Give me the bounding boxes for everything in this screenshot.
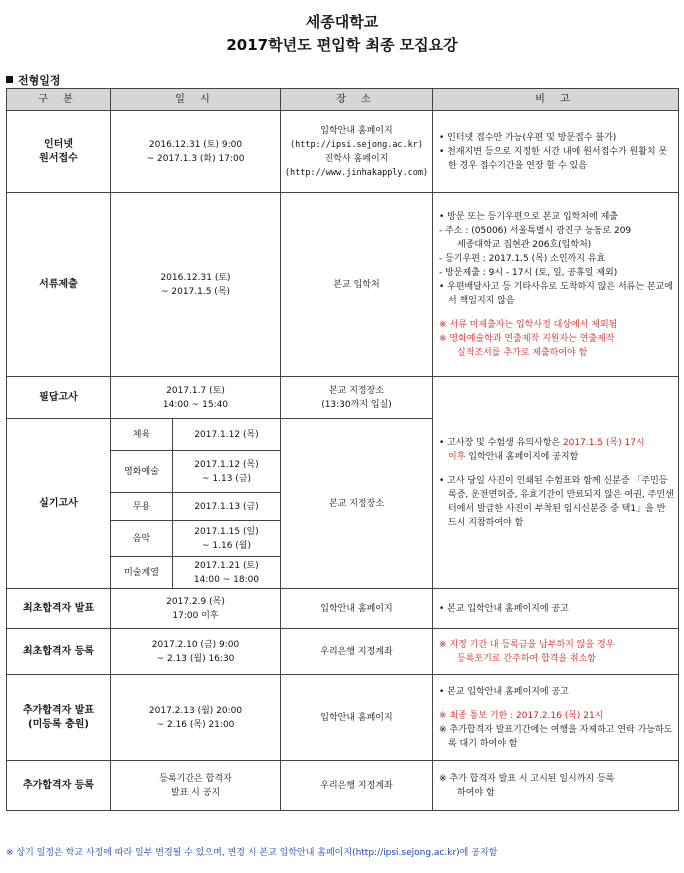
extra-announce-note: • 본교 입학안내 홈페이지에 공고 ※ 최종 통보 기한 : 2017.2.16 (목) 21시 ※ 추가합격자 발표기간에는 여행을 자제하고 연락 가능하도록 대기 하여야 함 — [433, 675, 679, 761]
row-label-extra-register: 추가합격자 등록 — [7, 761, 111, 811]
first-register-note: ※ 지정 기간 내 등록금을 납부하지 않을 경우 등록포기로 간주하여 합격을 취소함 — [433, 629, 679, 675]
practical-sub-date: 2017.1.12 (목) ~ 1.13 (금) — [173, 451, 281, 493]
schedule-table — [6, 88, 679, 811]
table-row — [7, 193, 679, 377]
online-apply-date: 2016.12.31 (토) 9:00 ~ 2017.1.3 (화) 17:00 — [111, 111, 281, 193]
practical-exam-place: 본교 지정장소 — [281, 419, 433, 589]
row-label-extra-announce: 추가합격자 발표 (미등록 충원) — [7, 675, 111, 761]
online-apply-note: • 인터넷 접수만 가능(우편 및 방문접수 불가) • 천재지변 등으로 지정한 시간 내에 원서접수가 원활치 못한 경우 접수기간을 연장 할 수 있음 — [433, 111, 679, 193]
online-apply-place: 입학안내 홈페이지 (http://ipsi.sejong.ac.kr) 진학사 홈페이지 (http://www.jinhakapply.com) — [281, 111, 433, 193]
table-row — [7, 675, 679, 761]
practical-sub-name: 무용 — [111, 493, 173, 521]
row-label-documents: 서류제출 — [7, 193, 111, 377]
exam-note: • 고사장 및 수험생 유의사항은 2017.1.5 (목) 17시 이후 입학안내 홈페이지에 공지함 • 고사 당일 사진이 인쇄된 수험표와 함께 신분증 「주민등록증, 운전면허증, 유효기간이 만료되지 않은 여권, 주민센터에서 발급한 사진이 부착된 임시신분증 중 택1」을 반드시 지참하여야 함 — [433, 377, 679, 589]
practical-sub-date: 2017.1.13 (금) — [173, 493, 281, 521]
first-register-place: 우리은행 지정계좌 — [281, 629, 433, 675]
document-header — [0, 12, 684, 55]
row-label-online-apply: 인터넷 원서접수 — [7, 111, 111, 193]
section-heading — [6, 72, 61, 88]
header-place: 장 소 — [281, 89, 433, 111]
first-announce-note: • 본교 입학안내 홈페이지에 공고 — [433, 589, 679, 629]
documents-note: • 방문 또는 등기우편으로 본교 입학처에 제출 - 주소 : (05006) 서울특별시 광진구 능동로 209 세종대학교 집현관 206호(입학처) - 등기우편 : 2017.1.5 (목) 소인까지 유효 - 방문제출 : 9시 - 17시 (토, 일, 공휴일 제외) • 우편배달사고 등 기타사유로 도착하지 않은 서류는 본교에서 책임지지 않음 ※ 서류 미제출자는 입학사정 대상에서 제외됨 ※ 영화예술학과 연출제작 지원자는 연출제작 실적조서를 추가로 제출하여야 함 — [433, 193, 679, 377]
row-label-written-exam: 필답고사 — [7, 377, 111, 419]
extra-announce-place: 입학안내 홈페이지 — [281, 675, 433, 761]
header-category: 구 분 — [7, 89, 111, 111]
extra-register-date: 등록기간은 합격자 발표 시 공지 — [111, 761, 281, 811]
table-row — [7, 111, 679, 193]
table-row — [7, 589, 679, 629]
extra-announce-date: 2017.2.13 (월) 20:00 ~ 2.16 (목) 21:00 — [111, 675, 281, 761]
practical-sub-name: 음악 — [111, 521, 173, 557]
first-register-date: 2017.2.10 (금) 9:00 ~ 2.13 (월) 16:30 — [111, 629, 281, 675]
written-exam-date: 2017.1.7 (토) 14:00 ~ 15:40 — [111, 377, 281, 419]
row-label-first-register: 최초합격자 등록 — [7, 629, 111, 675]
practical-sub-name: 영화예술 — [111, 451, 173, 493]
jinhak-url-link[interactable]: (http://www.jinhakapply.com) — [284, 167, 429, 178]
row-label-practical-exam: 실기고사 — [7, 419, 111, 589]
table-row — [7, 377, 679, 419]
extra-register-note: ※ 추가 합격자 발표 시 고시된 일시까지 등록 하여야 함 — [433, 761, 679, 811]
documents-place: 본교 입학처 — [281, 193, 433, 377]
header-note: 비 고 — [433, 89, 679, 111]
first-announce-place: 입학안내 홈페이지 — [281, 589, 433, 629]
document-title: 2017학년도 편입학 최종 모집요강 — [226, 36, 458, 54]
practical-sub-name: 체육 — [111, 419, 173, 451]
footer-notice: ※ 상기 일정은 학교 사정에 따라 일부 변경될 수 있으며, 변경 시 본교 입학안내 홈페이지(http://ipsi.sejong.ac.kr)에 공지함 — [6, 848, 498, 858]
header-datetime: 일 시 — [111, 89, 281, 111]
extra-register-place: 우리은행 지정계좌 — [281, 761, 433, 811]
table-row — [7, 629, 679, 675]
section-title: 전형일정 — [18, 74, 61, 87]
practical-sub-date: 2017.1.15 (일) ~ 1.16 (월) — [173, 521, 281, 557]
row-label-first-announce: 최초합격자 발표 — [7, 589, 111, 629]
table-header-row — [7, 89, 679, 111]
documents-date: 2016.12.31 (토) ~ 2017.1.5 (목) — [111, 193, 281, 377]
square-bullet-icon — [6, 76, 13, 83]
ipsi-url-link[interactable]: (http://ipsi.sejong.ac.kr) — [289, 139, 424, 150]
practical-sub-date: 2017.1.21 (토) 14:00 ~ 18:00 — [173, 557, 281, 589]
practical-sub-date: 2017.1.12 (목) — [173, 419, 281, 451]
written-exam-place: 본교 지정장소 (13:30까지 입실) — [281, 377, 433, 419]
practical-sub-name: 미술계열 — [111, 557, 173, 589]
table-row — [7, 761, 679, 811]
first-announce-date: 2017.2.9 (목) 17:00 이후 — [111, 589, 281, 629]
university-name: 세종대학교 — [305, 13, 379, 31]
